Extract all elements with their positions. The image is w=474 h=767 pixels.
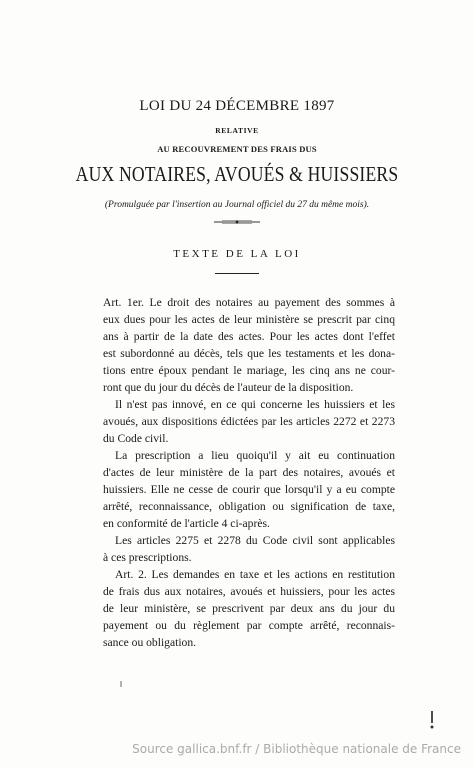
- section-heading: TEXTE DE LA LOI: [173, 248, 301, 260]
- body-line: arrêté, reconnaissance, obligation ou signification de taxe,: [103, 500, 395, 513]
- body-line: du Code civil.: [103, 432, 169, 445]
- page-speck: [118, 680, 124, 688]
- source-footer[interactable]: Source gallica.bnf.fr / Bibliothèque nationale de France: [132, 742, 461, 756]
- law-title: LOI DU 24 DÉCEMBRE 1897: [139, 98, 335, 114]
- body-line: Il n'est pas innové, en ce qui concerne les huissiers et les: [115, 398, 395, 411]
- body-line: est subordonné au décès, tels que les testaments et les dona-: [103, 347, 395, 360]
- body-line: de leur ministère, se prescrivent par deux ans du jour du: [103, 602, 395, 615]
- body-line: huissiers. Elle ne cesse de courir que lorsqu'il y a eu compte: [103, 483, 395, 496]
- body-line: ront que du jour du décès de l'auteur de la disposition.: [103, 381, 354, 394]
- margin-mark: [426, 709, 438, 731]
- body-line: ans à partir de la date des actes. Pour les actes dont l'effet: [103, 330, 395, 343]
- body-line: Les articles 2275 et 2278 du Code civil sont applicables: [115, 534, 395, 547]
- body-line: d'actes de leur ministère de la part des notaires, avoués et: [103, 466, 395, 479]
- main-title-wrap: [0, 162, 474, 187]
- main-title: AUX NOTAIRES, AVOUÉS & HUISSIERS: [75, 162, 399, 186]
- ornament-divider: [212, 218, 262, 226]
- body-line: La prescription a lieu quoiqu'il y ait eu continuation: [115, 449, 395, 462]
- relative-label: RELATIVE: [215, 126, 259, 135]
- subject-line: AU RECOUVREMENT DES FRAIS DUS: [157, 144, 317, 154]
- body-line: avoués, aux dispositions édictées par les articles 2272 et 2273: [103, 415, 395, 428]
- body-line: Art. 1er. Le droit des notaires au payement des sommes à: [103, 296, 395, 309]
- body-line: payement ou du règlement par compte arrêté, reconnais-: [103, 619, 395, 632]
- promulgation-note: (Promulguée par l'insertion au Journal officiel du 27 du même mois).: [104, 200, 370, 210]
- body-line: sance ou obligation.: [103, 636, 197, 649]
- body-line: en conformité de l'article 4 ci-après.: [103, 517, 270, 530]
- body-line: tions entre époux pendant le mariage, les cinq ans ne cour-: [103, 364, 395, 377]
- body-line: eux dues pour les actes de leur ministère se prescrit par cinq: [103, 313, 395, 326]
- section-rule: [215, 273, 259, 274]
- body-line: Art. 2. Les demandes en taxe et les actions en restitution: [115, 568, 395, 581]
- body-line: de frais dus aux notaires, avoués et huissiers, pour les actes: [103, 585, 395, 598]
- body-line: à ces prescriptions.: [103, 551, 192, 564]
